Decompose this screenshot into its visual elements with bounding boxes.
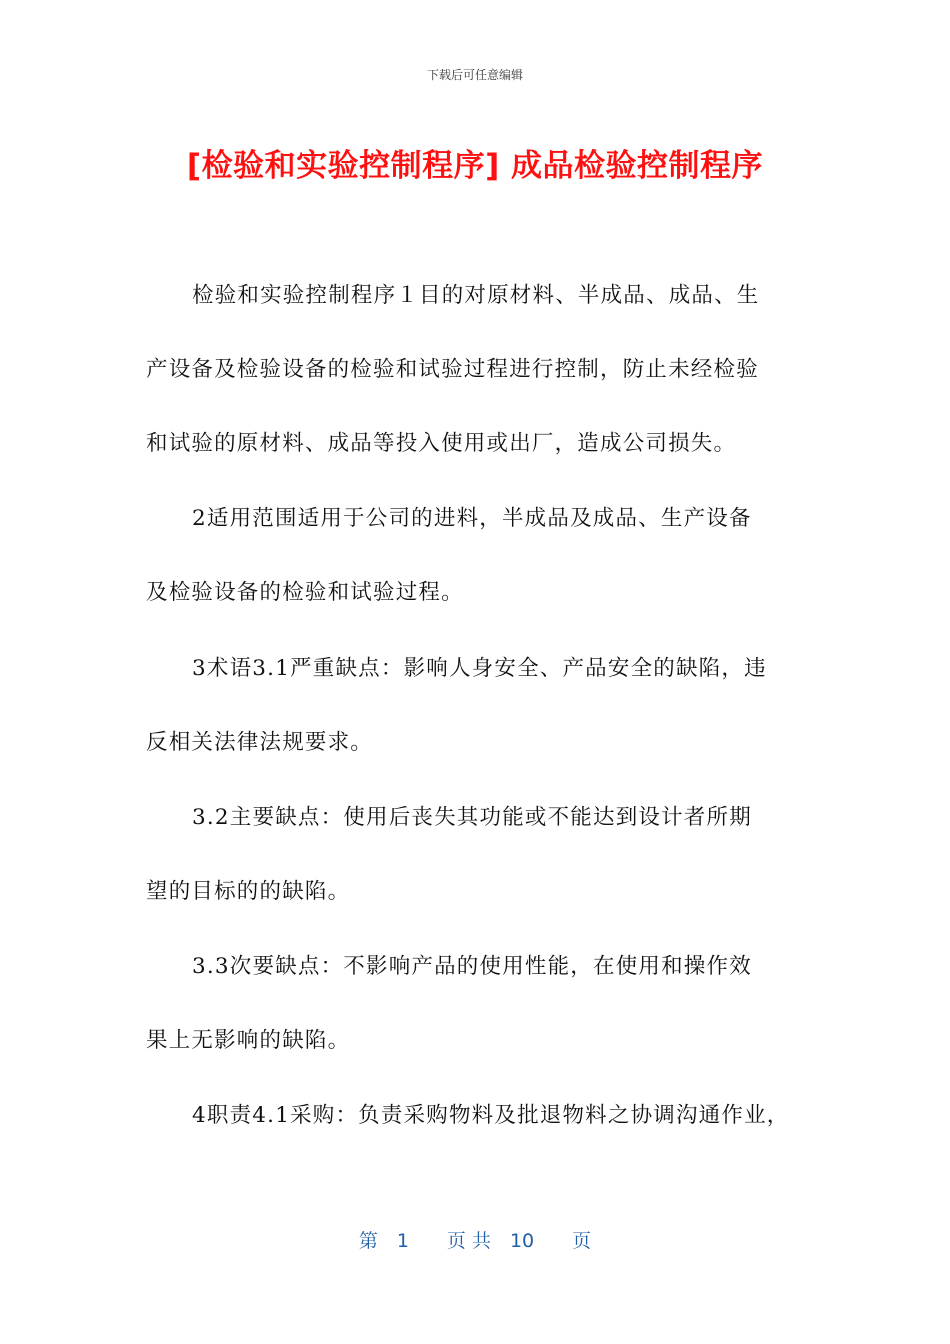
document-title: [检验和实验控制程序] 成品检验控制程序 xyxy=(186,148,764,184)
body-line: 3.2主要缺点：使用后丧失其功能或不能达到设计者所期 xyxy=(192,805,752,830)
body-line: 3.3次要缺点：不影响产品的使用性能，在使用和操作效 xyxy=(192,954,752,979)
body-line: 产设备及检验设备的检验和试验过程进行控制，防止未经检验 xyxy=(146,357,759,382)
body-line: 反相关法律法规要求。 xyxy=(146,730,374,755)
body-line: 和试验的原材料、成品等投入使用或出厂，造成公司损失。 xyxy=(146,431,737,456)
body-line: 4职责4.1采购：负责采购物料及批退物料之协调沟通作业， xyxy=(192,1103,790,1128)
header-note: 下载后可任意编辑 xyxy=(426,68,523,82)
body-line: 及检验设备的检验和试验过程。 xyxy=(146,580,464,605)
body-line: 2适用范围适用于公司的进料，半成品及成品、生产设备 xyxy=(192,506,752,531)
body-line: 检验和实验控制程序１目的对原材料、半成品、成品、生 xyxy=(192,283,760,308)
body-line: 3术语3.1严重缺点：影响人身安全、产品安全的缺陷，违 xyxy=(192,656,767,681)
body-line: 望的目标的的缺陷。 xyxy=(146,879,351,904)
body-line: 果上无影响的缺陷。 xyxy=(146,1028,351,1053)
page-number-footer: 第 1 页 共 10 页 xyxy=(358,1230,592,1252)
